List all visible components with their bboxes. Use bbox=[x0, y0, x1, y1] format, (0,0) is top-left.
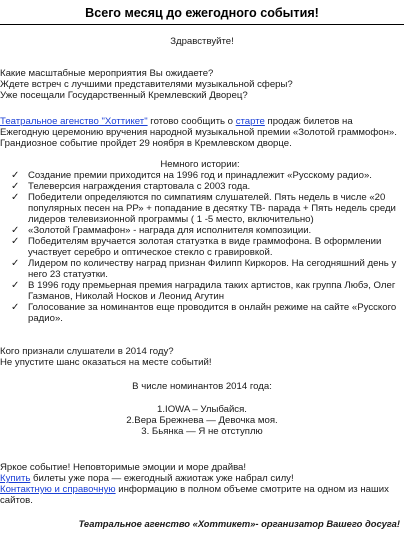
history-item: ✓ «Золотой Граммафон» - награда для исполнителя композиции. bbox=[11, 225, 312, 236]
buy-link[interactable]: Купить bbox=[0, 473, 31, 484]
nominee-item: 1.IOWA – Улыбайся. bbox=[157, 404, 247, 415]
question-line: Какие масштабные мероприятия Вы ожидаете? bbox=[0, 68, 214, 79]
announcement-text: готово сообщить о bbox=[147, 116, 236, 127]
contacts-link[interactable]: Контактную и справочную bbox=[0, 484, 116, 495]
announcement-text: продаж билетов на Ежегодную церемонию вручения народной музыкальной премии «Золотой граммофон». Грандиозное событие пройдет 29 ноября в Кремлевском дворце. bbox=[0, 116, 397, 149]
check-icon: ✓ bbox=[11, 302, 20, 313]
question-line: Уже посещали Государственный Кремлевский Дворец? bbox=[0, 90, 248, 101]
intro-questions bbox=[0, 68, 400, 101]
history-item: ✓ Телеверсия награждения стартовала с 2003 года. bbox=[11, 181, 251, 192]
history-list bbox=[0, 170, 402, 324]
history-item: ✓ Победителям вручается золотая статуэтка в виде граммофона. В оформлении участвует серебро и оптическое стекло с гравировкой. bbox=[11, 236, 382, 258]
history-item: ✓ Лидером по количеству наград признан Филипп Киркоров. На сегодняшний день у него 23 статуэтки. bbox=[11, 258, 397, 280]
nominees-list bbox=[0, 404, 404, 437]
followup-questions bbox=[0, 346, 400, 368]
check-icon: ✓ bbox=[11, 225, 20, 236]
check-icon: ✓ bbox=[11, 170, 20, 181]
check-icon: ✓ bbox=[11, 236, 20, 247]
question-line: Ждете встреч с лучшими представителями музыкальной сферы? bbox=[0, 79, 293, 90]
signature: Театральное агенство «Хоттикет»- организатор Вашего досуга! bbox=[78, 518, 400, 529]
nominee-item: 3. Бьянка — Я не отступлю bbox=[141, 426, 263, 437]
check-icon: ✓ bbox=[11, 181, 20, 192]
history-item: ✓ В 1996 году премьерная премия наградила таких артистов, как группа Любэ, Олег Газманов, Николай Носков и Леонид Агутин bbox=[11, 280, 396, 302]
title-divider bbox=[0, 24, 404, 25]
check-icon: ✓ bbox=[11, 280, 20, 291]
nominees-title: В числе номинантов 2014 года: bbox=[132, 381, 272, 392]
start-link[interactable]: старте bbox=[235, 116, 265, 127]
closing-line: Контактную и справочную информацию в полном объеме смотрите на одном из наших сайтов. bbox=[0, 484, 389, 506]
closing-paragraph bbox=[0, 462, 400, 506]
nominee-item: 2.Вера Брежнева — Девочка моя. bbox=[126, 415, 278, 426]
closing-line: Купить билеты уже пора — ежегодный ажиотаж уже набрал силу! bbox=[0, 473, 294, 484]
history-item: ✓ Создание премии приходится на 1996 год и принадлежит «Русскому радио». bbox=[11, 170, 372, 181]
closing-line: Яркое событие! Неповторимые эмоции и море драйва! bbox=[0, 462, 247, 473]
check-icon: ✓ bbox=[11, 258, 20, 269]
agency-link[interactable]: Театральное агенство "Хоттикет" bbox=[0, 116, 148, 127]
greeting: Здравствуйте! bbox=[170, 36, 234, 47]
page-title: Всего месяц до ежегодного события! bbox=[85, 6, 319, 20]
history-item: ✓ Победители определяются по симпатиям слушателей. Пять недель в числе «20 популярных песен на РР» + попадание в десятку ТВ- парада + Пять недель среди лидеров телевизионной программы ( 1 -5 место, включительно) bbox=[11, 192, 396, 225]
announcement-paragraph bbox=[0, 116, 400, 149]
check-icon: ✓ bbox=[11, 192, 20, 203]
question-line: Кого признали слушатели в 2014 году? bbox=[0, 346, 174, 357]
history-title: Немного истории: bbox=[160, 159, 240, 170]
history-item: ✓ Голосование за номинантов еще проводится в онлайн режиме на сайте «Русского радио». bbox=[11, 302, 397, 324]
question-line: Не упустите шанс оказаться на месте событий! bbox=[0, 357, 212, 368]
